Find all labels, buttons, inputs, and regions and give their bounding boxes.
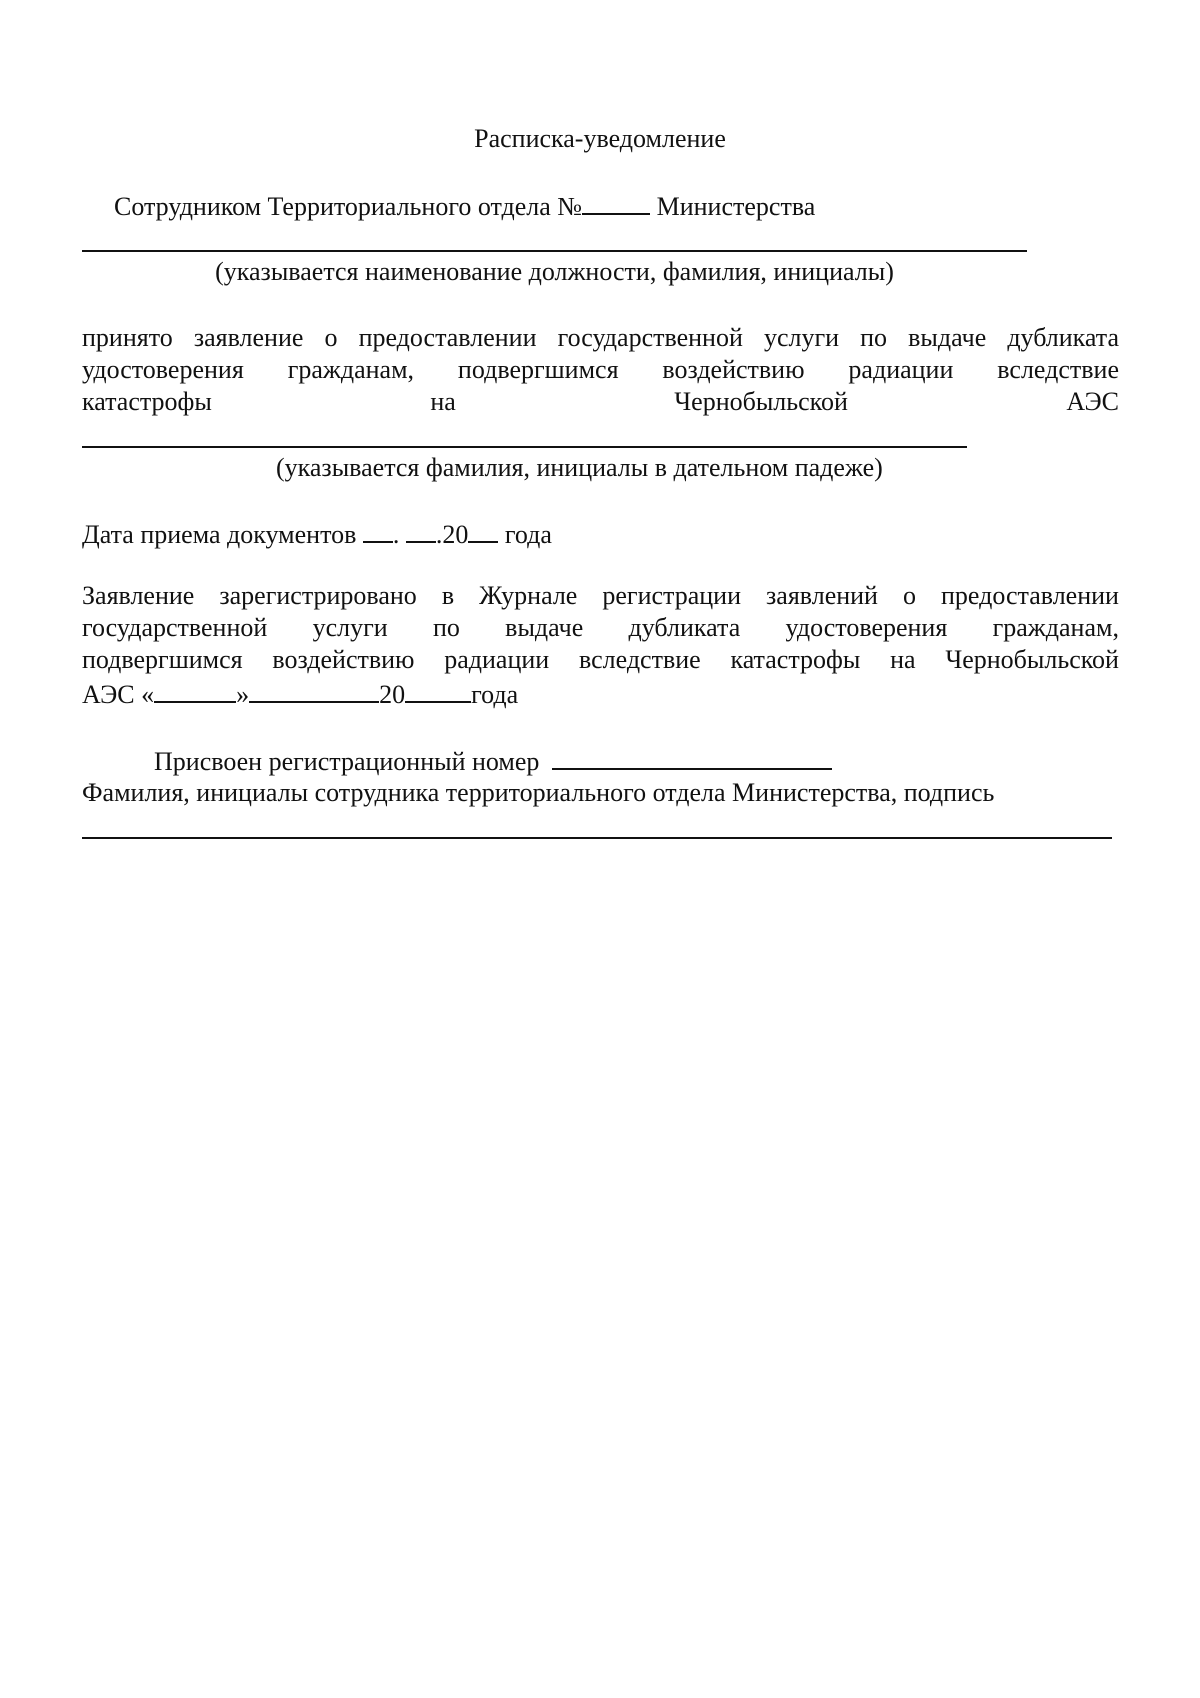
signature-label: Фамилия, инициалы сотрудника территориального отдела Министерства, подпись <box>82 778 995 807</box>
year-prefix: .20 <box>435 520 469 549</box>
registration-year-suffix: года <box>471 680 519 709</box>
registration-quote-close: » <box>236 680 250 709</box>
applicant-name-field[interactable] <box>82 446 967 448</box>
word: радиации <box>848 355 954 384</box>
department-number-field[interactable] <box>582 189 650 215</box>
word: выдаче <box>505 613 584 642</box>
word: о <box>324 323 338 352</box>
document-title: Расписка-уведомление <box>474 124 726 153</box>
registration-day-field[interactable] <box>154 677 236 703</box>
registration-year-prefix: 20 <box>379 680 406 709</box>
word: гражданам, <box>287 355 415 384</box>
paragraph2-line1 <box>82 581 1119 611</box>
month-field[interactable] <box>406 517 436 543</box>
word: по <box>860 323 888 352</box>
word: предоставлении <box>941 581 1119 610</box>
word: государственной <box>82 613 268 642</box>
word: радиации <box>444 645 550 674</box>
reg-number-field[interactable] <box>552 744 832 770</box>
word: по <box>432 613 460 642</box>
position-name-field[interactable] <box>82 250 1027 252</box>
applicant-caption: (указывается фамилия, инициалы в дательном падеже) <box>276 453 883 482</box>
paragraph2-line4 <box>82 677 518 710</box>
word: государственной <box>557 323 743 352</box>
word: катастрофы <box>730 645 861 674</box>
word: зарегистрировано <box>219 581 417 610</box>
word: в <box>441 581 455 610</box>
word: вследствие <box>578 645 701 674</box>
word: на <box>890 645 916 674</box>
signature-field[interactable] <box>82 837 1112 839</box>
position-caption: (указывается наименование должности, фамилия, инициалы) <box>215 257 894 286</box>
employee-line-suffix: Министерства <box>650 192 816 221</box>
word: дубликата <box>1007 323 1119 352</box>
word: воздействию <box>272 645 415 674</box>
paragraph2-line3 <box>82 645 1119 675</box>
word: воздействию <box>662 355 805 384</box>
word: заявление <box>193 323 304 352</box>
word: на <box>430 387 456 416</box>
word: услуги <box>312 613 388 642</box>
word: Чернобыльской <box>674 387 848 416</box>
year-field[interactable] <box>468 517 498 543</box>
date-label: Дата приема документов <box>82 520 363 549</box>
paragraph1-line3 <box>82 387 1119 417</box>
date-suffix: года <box>498 520 552 549</box>
day-field[interactable] <box>363 517 393 543</box>
word: удостоверения <box>785 613 948 642</box>
word: удостоверения <box>82 355 244 384</box>
reg-number-label: Присвоен регистрационный номер <box>154 747 546 776</box>
paragraph2-line2 <box>82 613 1119 643</box>
word: вследствие <box>997 355 1119 384</box>
word: Заявление <box>82 581 195 610</box>
word: дубликата <box>628 613 741 642</box>
registration-month-field[interactable] <box>249 677 379 703</box>
word: Чернобыльской <box>945 645 1119 674</box>
word: подвергшимся <box>82 645 243 674</box>
paragraph1-line2 <box>82 355 1119 385</box>
date-line <box>82 517 552 550</box>
word: регистрации <box>602 581 741 610</box>
word: заявлений <box>766 581 878 610</box>
word: гражданам, <box>992 613 1119 642</box>
word: подвергшимся <box>457 355 619 384</box>
word: о <box>903 581 916 610</box>
employee-line <box>114 189 815 222</box>
date-separator: . <box>392 520 406 549</box>
word: услуги <box>763 323 840 352</box>
registration-date-prefix: АЭС « <box>82 680 155 709</box>
word: катастрофы <box>82 387 212 416</box>
employee-line-prefix: Сотрудником Территориального отдела № <box>114 192 583 221</box>
word: АЭС <box>1066 387 1119 416</box>
word: предоставлении <box>358 323 537 352</box>
word: Журнале <box>479 581 578 610</box>
word: выдаче <box>908 323 987 352</box>
reg-number-line <box>154 744 832 777</box>
word: принято <box>82 323 173 352</box>
paragraph1-line1 <box>82 323 1119 353</box>
registration-year-field[interactable] <box>405 677 471 703</box>
